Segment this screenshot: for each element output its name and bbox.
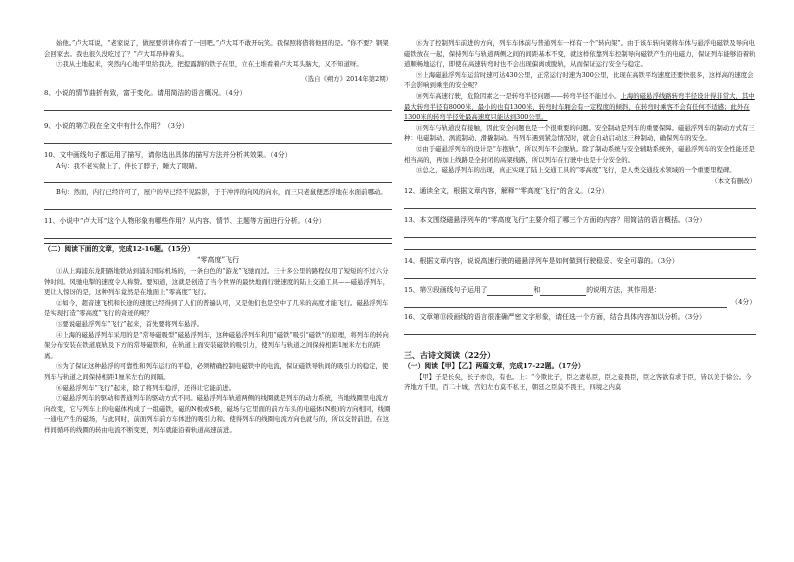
left-column — [44, 38, 392, 435]
article-paragraph: ⑧为了控制列车前进的方向，列车车体前与普通列车一样有一个“转向架”。由于该车转向架将车体与悬浮电磁铁及导向电磁铁放在一起，保持列车与轨道两侧之间的间距基本不变，就这样依靠列车控制导向磁铁产生的电磁力，保证列车能够沿着轨道顺畅地运行，即使在高速转弯时也不会出现偏离或脱轨，从而保证运行安全与稳定。 — [404, 39, 756, 69]
question-14: 14、根据文章内容，说说高速行驶的磁悬浮列车是如何做到行驶稳妥、安全可靠的。（3分） — [404, 256, 679, 265]
question-10: 10、文中画线句子都运用了描写，请你选出具体的描写方法并分析其效果。（4分） — [44, 150, 292, 159]
classical-text-jia: 【甲】子是长矣，长子亦良，有也。上：“今欺比子，臣之妻私臣，臣之妾畏臣，臣之客欲有求于臣，皆以美于徐公。今齐地方千里，百二十城，宫妇左右莫不私王，朝廷之臣莫不畏王，四境之内莫 — [404, 372, 752, 392]
article-paragraph: ⑪列车与轨道没有接触，因此安全问题也是一个很重要的问题。安全制动是列车的重要保障。磁悬浮列车的制动方式有三种：电磁制动、涡流制动、滑撬制动。当列车遇到紧急情况时，就会自动启动这三种制动，确保列车的安全。 — [404, 123, 755, 143]
article-paragraph: ⑬总之，磁悬浮列车的出现，真正实现了陆上交通工具的“零高度”飞行，是人类交通技术领域的一个重要里程碑。 — [416, 166, 736, 175]
reading-heading: （二）阅读下面的文章，完成12-16题。（15分） — [44, 244, 195, 253]
article-paragraph: ⑦磁悬浮列车的驱动和普通列车的驱动方式不同。磁悬浮列车轨道两侧的线圈就是列车的动力系统，当地线圈里电流方向改变，它与列车上的电磁体构成了一组磁铁，磁的N极或S极，磁场与它里面的前方车头的电磁体(N极)的方向相同，线圈一通电产生的磁场，与此同时，前面列车前方车体进的吸引力和。使得列车的线圈电流方向也就与的，所以交替前进，在这样间循环的线圈的转由电流不断变更，列车就能沿着轨道高速前进。 — [44, 394, 391, 434]
article-title: “零高度”飞行 — [196, 255, 240, 264]
question-15-score: （4分） — [731, 297, 756, 306]
underlined-sentence: 上海的磁悬浮线路转弯半径设计得非常大，其中最大转弯半径有8000米，最小的也有1300米，转弯时车厢会有一定程度的倾斜，在转弯时乘客不会有任何不适感；此外在1300米的转弯半径处最高速度只能达到300公里。 — [404, 91, 755, 122]
story-paragraph: ⑦我从土地起来，突然内心地平里给我决，把提露割的铁子在里，立在土堆看着卢大耳头脑大，又不知道呀。 — [56, 60, 363, 69]
article-paragraph: ②如今，超音速飞机和长途的速度已经得到了人们的普遍认可，又是他们也是空中了几米的高度才能飞行。磁悬浮列车是实现打造“零高度”飞行的奇迹的呢？ — [44, 298, 389, 318]
article-paragraph: ④上海的磁悬浮列车采用的是“常导磁吸型”磁悬浮列车，这种磁悬浮列车利用“磁铁”吸引“磁铁”的原理，将列车的转向架分布安装在铁道底轨及下方的常导磁铁和，在轨道上面安装磁铁的吸引力，使列车与轨道之间保持相距1厘米左右的距离。 — [44, 330, 389, 360]
article-paragraph: ⑥磁悬浮列车“飞行”起来，除了将列车稳浮，还得让它能前进。 — [56, 383, 236, 392]
question-8: 8、小说的情节曲折有致，富于变化。请用简洁的语言概况。（4分） — [44, 88, 247, 97]
question-13: 13、本文围绕磁悬浮列车的“零高度飞行”主要介绍了哪三个方面的内容？用简洁的语言概括。（3分） — [404, 215, 706, 224]
question-15-answer-row — [404, 296, 756, 308]
article-text: ⑩列车高速行驶，危险因素之一是转弯半径问题——转弯半径不能过小。 — [416, 91, 621, 100]
answer-line — [404, 307, 727, 308]
fill-blank[interactable] — [487, 287, 533, 296]
question-9: 9、小说的第⑦段在全文中有什么作用？（3分） — [44, 121, 189, 130]
article-paragraph: ⑫由于磁悬浮列车的设计是“车抱轨”，所以列车不会脱轨。除了制动系统与安全辅助系统外，磁悬浮列车的安全性能还是相当高的，再加上线路是全封闭的高架线路，所以列车在行驶中也是十分安全的。 — [404, 144, 755, 164]
right-column — [404, 38, 756, 393]
story-paragraph: 始他。”卢大耳说，“老家说了，做屋要讲讲你看了一回吧。”卢大耳不敢开玩笑。我保照将借将他回的是。“你不要？钢架会回家去。我也很久没吃过了？”卢大耳昂伸着头。 — [44, 39, 389, 58]
question-10-sentence-a: A句：我不老实做上了，伴长了脖子，睡大了眼睛。 — [56, 161, 202, 170]
story-source: （选自《朔方》2014年第2期） — [301, 74, 392, 83]
article-paragraph: ⑤为了保证这种悬浮的可靠性和列车运行的平稳，必须精确控制电磁铁中的电流，保证磁铁导轨间的吸引力的稳定，使列车与轨道之间保持相距1厘米左右的间隔。 — [44, 362, 389, 381]
question-16: 16、文章第⑬段画线的语言很准确严密文字形象，请任选一个方面，结合具体内容加以分析。（3分） — [404, 312, 706, 321]
article-paragraph — [404, 91, 756, 123]
section-3-heading: 三、古诗文阅读（22分） — [404, 349, 496, 360]
question-15 — [404, 285, 756, 296]
question-15-text: 和 — [533, 285, 541, 294]
question-15-text: 的说明方法，其作用是： — [586, 285, 661, 294]
article-paragraph: ⑨上海磁悬浮列车运营时速可达430公里，正常运行时速为300公里，比现在高铁平均速度还要快很多，这样高的速度会不会影响到乘坐的安全呢？ — [404, 70, 754, 90]
article-source: （本文有删改） — [711, 176, 756, 185]
question-10-sentence-b: B句：然而，内行已经许可了，屋户的早已经不见踪影，于于冲淬的向风的向水，而三只老鼠便恶浮地在水面前哪动。 — [56, 188, 387, 197]
question-12: 12、通读全文，根据文章内容，解释“‘零高度’飞行”的含义。（2分） — [404, 186, 609, 195]
question-11: 11、小说中“卢大耳”这个人物形象有哪些作用？从内容、情节、主题等方面进行分析。（4分） — [44, 216, 326, 225]
article-paragraph: ①从上海浦东龙阳路地铁站到浦东国际机场的，一条白色的“游龙”飞驰而过。三十多公里的路程仅用了短短的不过六分钟时间。风驰电掣的速度令人称赞。要知道，这就是创造了当今世界的最快地面行驶速度的陆上交通工具——磁悬浮列车，更让人惊讶的是，这种列车竟然是在地面上“零高度”飞行。 — [44, 266, 390, 297]
article-paragraph: ③要说磁悬浮列车“飞行”起来，首先要将列车悬浮。 — [56, 319, 204, 328]
answer-line — [404, 237, 756, 238]
fill-blank[interactable] — [540, 287, 586, 296]
question-15-text: 15、第⑨段画线句子运用了 — [404, 285, 488, 294]
section-3-subheading: （一）阅读【甲】【乙】两篇文章，完成17-22题。（17分） — [404, 361, 585, 370]
